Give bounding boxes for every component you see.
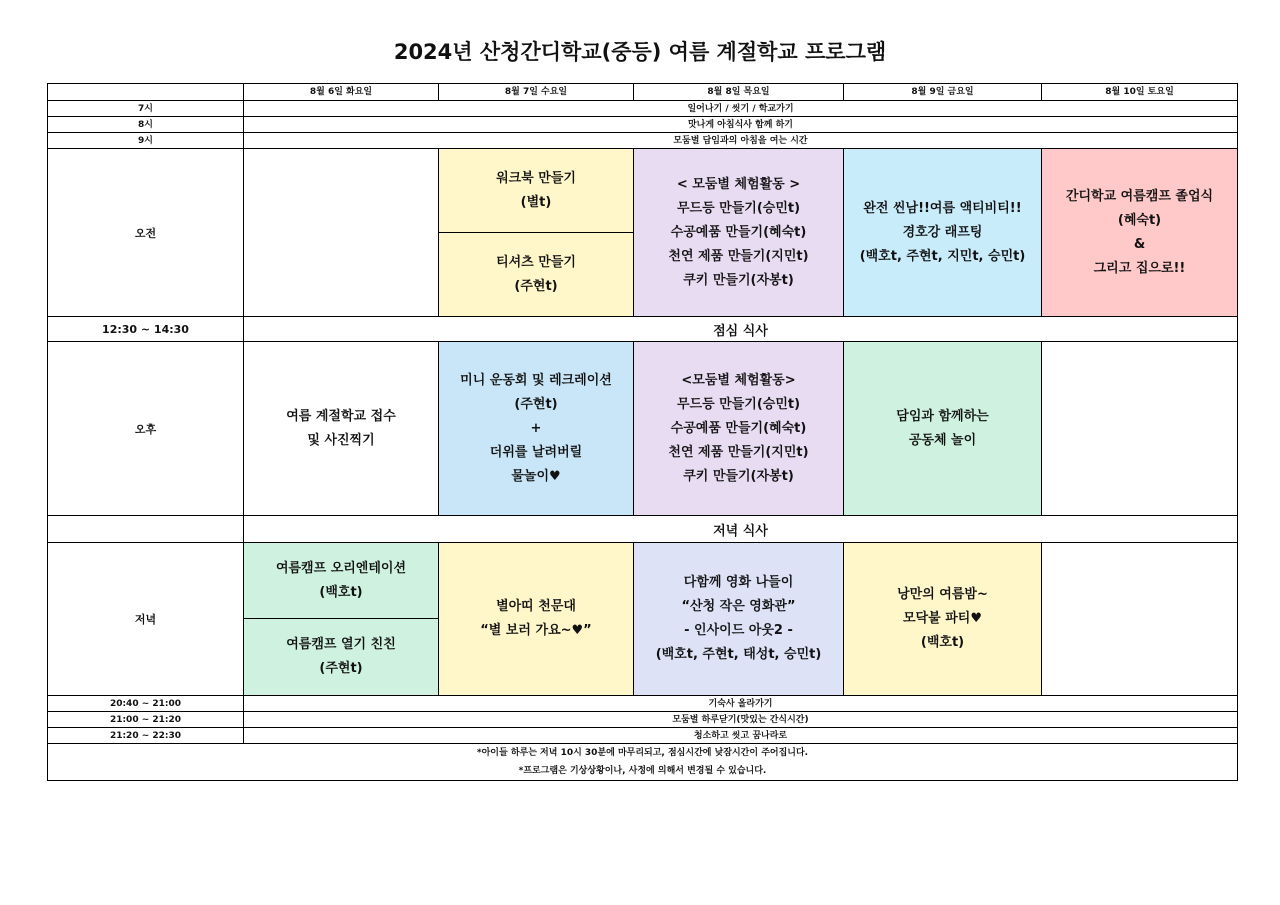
am-fri-line: 완전 씬남!!여름 액티비티!! — [863, 200, 1022, 216]
time-label: 8시 — [48, 117, 244, 133]
eve-tue-top-cell — [244, 543, 439, 619]
am-label: 오전 — [48, 149, 244, 317]
eve-fri-cell — [844, 543, 1042, 696]
pm-fri-cell — [844, 342, 1042, 516]
eve-fri-line: 모닥불 파티♥ — [903, 611, 982, 626]
pm-tue-line: 및 사진찍기 — [307, 432, 375, 448]
am-sat-line: (혜숙t) — [1117, 212, 1162, 228]
time-label: 21:00 ~ 21:20 — [48, 712, 244, 728]
eve-fri-line: 낭만의 여름밤~ — [897, 587, 988, 602]
am-wed-top-cell — [439, 149, 634, 233]
time-label: 7시 — [48, 101, 244, 117]
day-header-sat: 8월 10일 토요일 — [1042, 84, 1238, 101]
time-row-7 — [48, 101, 1238, 117]
pm-thu-line: <모둠별 체험활동> — [681, 372, 796, 388]
am-sat-line: 그리고 집으로!! — [1093, 260, 1186, 276]
lunch-cell: 점심 식사 — [244, 317, 1238, 342]
time-row-9 — [48, 133, 1238, 149]
pm-thu-line: 무드등 만들기(승민t) — [676, 396, 801, 412]
activity-cell: 맛나게 아침식사 함께 하기 — [244, 117, 1238, 133]
time-label: 9시 — [48, 133, 244, 149]
eve-sat-cell — [1042, 543, 1238, 696]
am-wed-top-line: 워크북 만들기 — [496, 170, 576, 186]
day-header-thu: 8월 8일 목요일 — [634, 84, 844, 101]
dinner-time — [48, 516, 244, 543]
night-row-3 — [48, 728, 1238, 744]
eve-thu-cell — [634, 543, 844, 696]
evening-row-top — [48, 543, 1238, 619]
eve-thu-line: 다함께 영화 나들이 — [683, 575, 794, 590]
eve-tue-top-line: (백호t) — [319, 584, 363, 600]
pm-label: 오후 — [48, 342, 244, 516]
lunch-row — [48, 317, 1238, 342]
lunch-time: 12:30 ~ 14:30 — [48, 317, 244, 342]
pm-thu-cell — [634, 342, 844, 516]
time-row-8 — [48, 117, 1238, 133]
am-sat-line: 간디학교 여름캠프 졸업식 — [1065, 188, 1214, 204]
am-thu-line: < 모둠별 체험활동 > — [676, 176, 801, 192]
pm-wed-line: + — [530, 420, 542, 436]
eve-tue-bottom-cell — [244, 619, 439, 696]
eve-wed-line: 별아띠 천문대 — [496, 599, 576, 614]
am-fri-line: (백호t, 주현t, 지민t, 승민t) — [859, 248, 1026, 264]
pm-fri-line: 공동체 놀이 — [908, 432, 977, 448]
note-line: *아이들 하루는 저녁 10시 30분에 마무리되고, 점심시간에 낮잠시간이 주어집니다. — [476, 748, 809, 758]
header-row — [48, 84, 1238, 101]
eve-thu-line: (백호t, 주현t, 태성t, 승민t) — [655, 647, 822, 662]
activity-cell: 모둠별 하루닫기(맛있는 간식시간) — [244, 712, 1238, 728]
am-fri-cell — [844, 149, 1042, 317]
am-wed-top-line: (별t) — [520, 194, 552, 210]
am-fri-line: 경호강 래프팅 — [902, 224, 983, 240]
pm-wed-line: 미니 운동회 및 레크레이션 — [460, 372, 612, 388]
pm-wed-line: (주현t) — [514, 396, 558, 412]
activity-cell: 모둠별 담임과의 아침을 여는 시간 — [244, 133, 1238, 149]
pm-wed-line: 물놀이♥ — [511, 468, 561, 484]
night-row-1 — [48, 696, 1238, 712]
pm-thu-line: 천연 제품 만들기(지민t) — [668, 444, 809, 460]
day-header-wed: 8월 7일 수요일 — [439, 84, 634, 101]
notes-row — [48, 744, 1238, 781]
page-title: 2024년 산청간디학교(중등) 여름 계절학교 프로그램 — [393, 40, 887, 64]
activity-cell: 청소하고 씻고 꿈나라로 — [244, 728, 1238, 744]
day-header-fri: 8월 9일 금요일 — [844, 84, 1042, 101]
pm-tue-cell — [244, 342, 439, 516]
pm-wed-cell — [439, 342, 634, 516]
pm-sat-cell — [1042, 342, 1238, 516]
am-thu-line: 천연 제품 만들기(지민t) — [668, 248, 809, 264]
am-sat-cell — [1042, 149, 1238, 317]
eve-fri-line: (백호t) — [920, 635, 965, 650]
am-thu-line: 무드등 만들기(승민t) — [676, 200, 801, 216]
am-thu-line: 수공예품 만들기(혜숙t) — [670, 224, 807, 240]
am-wed-bottom-line: 티셔츠 만들기 — [496, 254, 576, 270]
time-label: 20:40 ~ 21:00 — [48, 696, 244, 712]
corner-cell — [48, 84, 244, 101]
pm-thu-line: 쿠키 만들기(자봉t) — [683, 468, 794, 484]
evening-label: 저녁 — [48, 543, 244, 696]
time-label: 21:20 ~ 22:30 — [48, 728, 244, 744]
am-wed-bottom-cell — [439, 233, 634, 317]
schedule-table — [47, 83, 1238, 781]
day-header-tue: 8월 6일 화요일 — [244, 84, 439, 101]
note-line: *프로그램은 기상상황이나, 사정에 의해서 변경될 수 있습니다. — [518, 766, 767, 776]
dinner-row — [48, 516, 1238, 543]
eve-thu-line: - 인사이드 아웃2 - — [684, 623, 793, 638]
eve-tue-top-line: 여름캠프 오리엔테이션 — [275, 560, 407, 576]
am-row-top — [48, 149, 1238, 233]
am-sat-line: & — [1133, 236, 1146, 252]
eve-wed-cell — [439, 543, 634, 696]
am-thu-line: 쿠키 만들기(자봉t) — [683, 272, 794, 288]
night-row-2 — [48, 712, 1238, 728]
eve-thu-line: “산청 작은 영화관” — [681, 599, 796, 614]
pm-wed-line: 더위를 날려버릴 — [489, 444, 583, 460]
activity-cell: 일어나기 / 씻기 / 학교가기 — [244, 101, 1238, 117]
eve-tue-bottom-line: 여름캠프 열기 친친 — [286, 637, 396, 652]
pm-fri-line: 담임과 함께하는 — [896, 408, 989, 424]
pm-thu-line: 수공예품 만들기(혜숙t) — [670, 420, 807, 436]
eve-tue-bottom-line: (주현t) — [319, 661, 363, 676]
am-thu-cell — [634, 149, 844, 317]
pm-row — [48, 342, 1238, 516]
eve-wed-line: “별 보러 가요~♥” — [480, 623, 592, 638]
am-tue-cell — [244, 149, 439, 317]
dinner-cell: 저녁 식사 — [244, 516, 1238, 543]
am-wed-bottom-line: (주현t) — [514, 278, 558, 294]
pm-tue-line: 여름 계절학교 접수 — [286, 408, 396, 424]
notes-cell — [48, 744, 1238, 781]
activity-cell: 기숙사 올라가기 — [244, 696, 1238, 712]
